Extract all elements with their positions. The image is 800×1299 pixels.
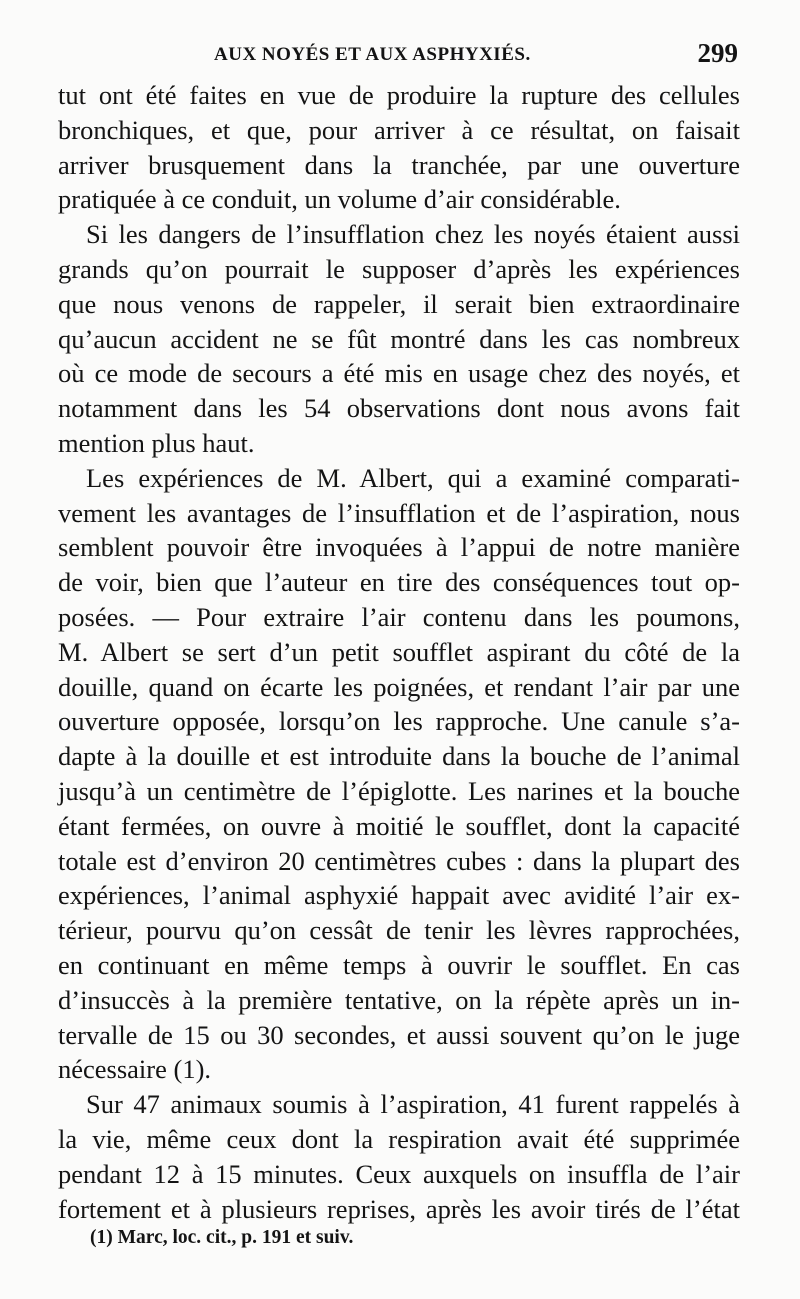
paragraph (58, 1087, 740, 1226)
text-line: nécessaire (1). (58, 1054, 212, 1085)
text-line: de voir, bien que l’auteur en tire des conséquences tout op- (58, 567, 740, 598)
page-number: 299 (697, 38, 738, 68)
text-line: térieur, pourvu qu’on cessât de tenir les lèvres rapprochées, (58, 915, 740, 946)
text-line: la vie, même ceux dont la respiration avait été supprimée (58, 1123, 740, 1154)
text-line: que nous venons de rappeler, il serait bien extraordinaire (58, 288, 740, 319)
footnote: (1) Marc, loc. cit., p. 191 et suiv. (90, 1227, 354, 1248)
text-line: qu’aucun accident ne se fût montré dans les cas nombreux (58, 323, 740, 354)
text-line: vement les avantages de l’insufflation et de l’aspiration, nous (58, 497, 740, 528)
text-line: expériences, l’animal asphyxié happait avec avidité l’air ex- (58, 880, 740, 911)
page-header (214, 38, 738, 72)
paragraph (58, 217, 740, 461)
text-line: M. Albert se sert d’un petit soufflet aspirant du côté de la (58, 636, 740, 667)
page-body (58, 78, 740, 1226)
text-line: tut ont été faites en vue de produire la rupture des cellules (58, 80, 740, 110)
text-line: Les expériences de M. Albert, qui a examiné comparati- (86, 462, 740, 493)
text-line: semblent pouvoir être invoquées à l’appui de notre manière (58, 532, 740, 563)
text-line: dapte à la douille et est introduite dans la bouche de l’animal (58, 741, 740, 772)
text-line: grands qu’on pourrait le supposer d’après les expériences (58, 253, 740, 284)
text-line: pratiquée à ce conduit, un volume d’air considérable. (58, 184, 621, 215)
text-line: pendant 12 à 15 minutes. Ceux auxquels on insuffla de l’air (58, 1158, 740, 1189)
text-line: tervalle de 15 ou 30 secondes, et aussi souvent qu’on le juge (58, 1019, 740, 1050)
running-head: AUX NOYÉS ET AUX ASPHYXIÉS. (214, 44, 531, 65)
text-line: Si les dangers de l’insufflation chez les noyés étaient aussi (86, 219, 740, 250)
text-line: ouverture opposée, lorsqu’on les rapproche. Une canule s’a- (58, 706, 740, 737)
text-line: étant fermées, on ouvre à moitié le soufflet, dont la capacité (58, 810, 740, 841)
text-line: bronchiques, et que, pour arriver à ce résultat, on faisait (58, 114, 740, 145)
text-line: d’insuccès à la première tentative, on la répète après un in- (58, 984, 740, 1015)
text-line: en continuant en même temps à ouvrir le soufflet. En cas (58, 949, 740, 980)
text-line: douille, quand on écarte les poignées, et rendant l’air par une (58, 671, 740, 702)
text-line: Sur 47 animaux soumis à l’aspiration, 41 furent rappelés à (86, 1089, 740, 1120)
text-line: posées. — Pour extraire l’air contenu dans les poumons, (58, 601, 740, 632)
text-line: totale est d’environ 20 centimètres cubes : dans la plupart des (58, 845, 740, 876)
paragraph (58, 461, 740, 1087)
text-line: mention plus haut. (58, 427, 255, 458)
text-line: arriver brusquement dans la tranchée, par une ouverture (58, 149, 740, 180)
text-line: où ce mode de secours a été mis en usage chez des noyés, et (58, 358, 740, 389)
paragraph (58, 78, 740, 217)
text-line: notamment dans les 54 observations dont nous avons fait (58, 393, 740, 424)
text-line: jusqu’à un centimètre de l’épiglotte. Les narines et la bouche (58, 775, 740, 806)
text-line: fortement et à plusieurs reprises, après les avoir tirés de l’état (58, 1193, 740, 1224)
